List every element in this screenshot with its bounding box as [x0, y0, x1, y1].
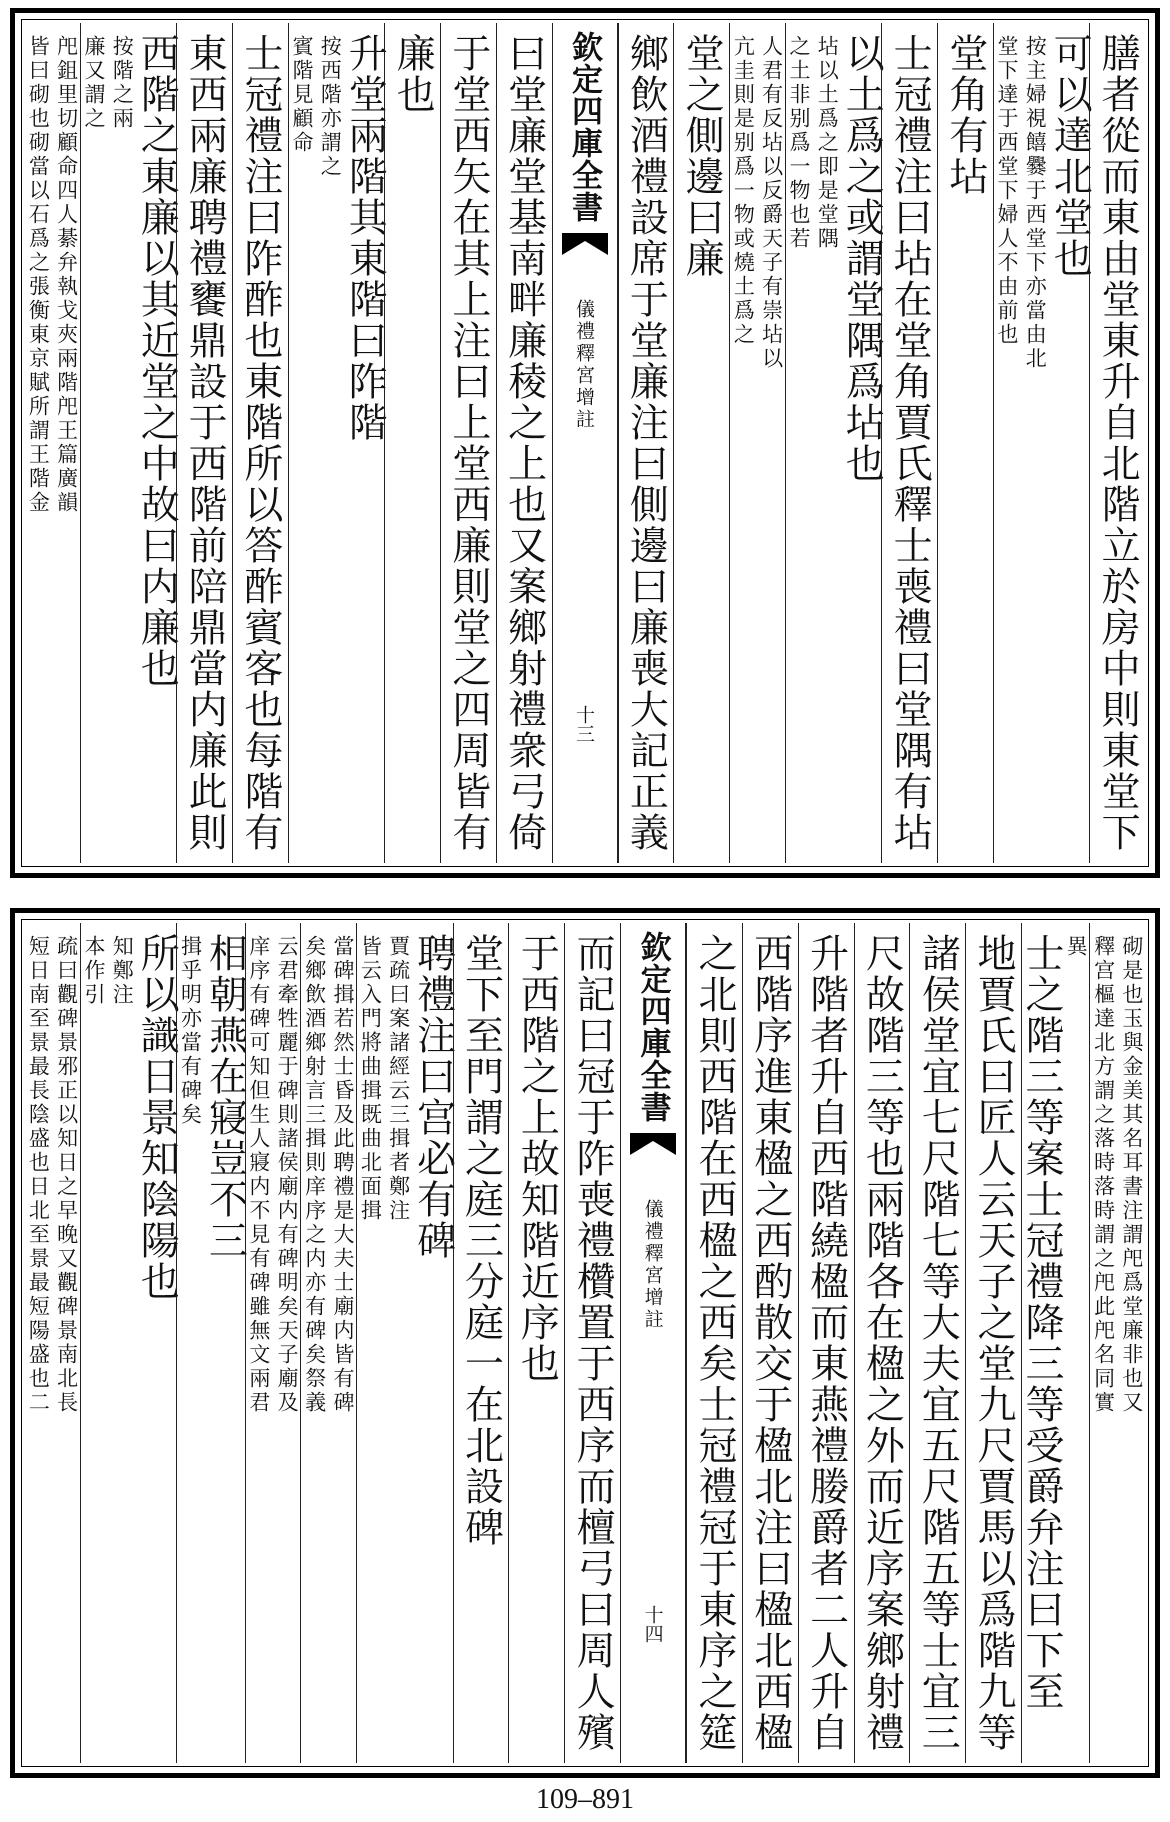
text-column	[288, 23, 388, 863]
annotation-line: 矣鄉飲酒鄉射言三揖則庠序之内亦有碑矣祭義	[302, 935, 327, 1415]
main-text: 聘禮注曰宫必有碑	[410, 933, 456, 1261]
main-text: 鄉飲酒禮設席于堂廉注曰側邊曰廉喪大記正義	[623, 33, 669, 853]
annotation-line: 揖乎明亦當有碑矣	[178, 935, 203, 1127]
text-column	[909, 923, 965, 1763]
text-column	[854, 923, 910, 1763]
column-content	[246, 923, 301, 1763]
text-column	[785, 23, 885, 863]
main-text: 士之階三等案士冠禮降三等受爵弁注曰下至	[1018, 933, 1064, 1712]
text-column	[176, 923, 248, 1763]
text-column	[25, 923, 80, 1763]
column-content	[289, 23, 388, 863]
text-column	[798, 923, 854, 1763]
main-text: 以土爲之或謂堂隅爲坫也	[839, 33, 885, 484]
main-text: 諸侯堂宜七尺階七等大夫宜五尺階五等士宜三	[915, 933, 961, 1753]
main-text: 升堂兩階其東階曰阼階	[342, 33, 388, 443]
text-column	[356, 923, 456, 1763]
text-column	[80, 923, 180, 1763]
column-content	[691, 923, 737, 1763]
annotation-line: 皆云入門將曲揖既曲北面揖	[358, 935, 383, 1223]
main-text: 升階者升自西階繞楹而東燕禮媵爵者二人升自	[803, 933, 849, 1753]
page-top	[10, 8, 1160, 878]
annotation-line: 廉又謂之	[82, 35, 106, 131]
center-fold-column	[620, 923, 686, 1763]
page-number: 109–891	[536, 1784, 634, 1815]
text-column	[508, 923, 564, 1763]
page-bottom	[10, 908, 1160, 1778]
annotation-line: 亢圭則是别爲一物或燒土爲之	[731, 35, 756, 347]
main-text: 而記曰冠于阼喪禮欑置于西序而檀弓曰周人殯	[570, 933, 616, 1753]
text-column	[80, 23, 180, 863]
book-subtitle: 儀禮釋宮增註	[573, 299, 595, 431]
annotation-line: 知鄭注	[110, 935, 135, 1007]
column-content	[679, 23, 725, 863]
column-head-note: 異	[1064, 935, 1089, 959]
text-column	[564, 923, 620, 1763]
main-text: 東西兩廉聘禮饔鼎設于西階前陪鼎當内廉此則	[182, 33, 228, 853]
page-top-columns	[25, 23, 1145, 863]
text-column	[937, 23, 993, 863]
text-column	[496, 23, 552, 863]
main-text: 膳者從而東由堂東升自北階立於房中則東堂下	[1095, 33, 1141, 853]
column-content	[887, 23, 933, 863]
column-content	[182, 23, 228, 863]
main-text: 于西階之上故知階近序也	[514, 933, 560, 1384]
annotation-line: 坫以土爲之即是堂隅	[815, 35, 840, 251]
column-content	[237, 23, 283, 863]
main-text: 廉也	[390, 33, 436, 115]
annotation-line: 皆曰砌也砌當以石爲之張衡東京賦所謂王階金	[26, 35, 51, 515]
fishtail-mark-icon	[560, 229, 610, 259]
column-content	[177, 923, 248, 1763]
text-column	[881, 23, 937, 863]
column-content	[514, 923, 560, 1763]
column-content	[301, 923, 356, 1763]
main-text: 可以達北堂也	[1047, 33, 1093, 279]
folio-number: 十四	[641, 1605, 664, 1643]
annotation-line: 疏曰觀碑景邪正以知日之早晚又觀碑景南北長	[54, 935, 79, 1415]
column-content	[1018, 923, 1089, 1763]
column-content	[1090, 923, 1145, 1763]
text-column	[232, 23, 288, 863]
annotation-line: 云君牽牲麗于碑則諸侯廟内有碑明矣天子廟及	[275, 935, 300, 1415]
column-content	[971, 923, 1017, 1763]
main-text: 之北則西階在西楹之西矣士冠禮冠于東序之筵	[691, 933, 737, 1753]
annotation-line: 釋宫樞達北方謂之落時落時謂之戺此戺名同實	[1091, 935, 1116, 1415]
page-bottom-columns	[25, 923, 1145, 1763]
column-content	[81, 923, 180, 1763]
text-column	[300, 923, 356, 1763]
text-column	[176, 23, 232, 863]
column-content	[994, 23, 1093, 863]
column-content	[81, 23, 180, 863]
center-fold-column	[552, 23, 618, 863]
column-content	[25, 23, 80, 863]
main-text: 地賈氏曰匠人云天子之堂九尺賈馬以爲階九等	[971, 933, 1017, 1753]
annotation-line: 當碑揖若然士昏及此聘禮是大夫士廟内皆有碑	[330, 935, 355, 1415]
column-content	[357, 923, 456, 1763]
column-content	[803, 923, 849, 1763]
text-column	[686, 923, 742, 1763]
annotation-line: 賓階見顧命	[290, 35, 314, 155]
annotation-line: 戺鉏里切顧命四人綦弁執戈夾兩階戺王篇廣韻	[54, 35, 79, 515]
main-text: 于堂西矢在其上注曰上堂西廉則堂之四周皆有	[445, 33, 491, 853]
annotation-line: 按西階亦謂之	[318, 35, 343, 179]
column-content	[859, 923, 905, 1763]
column-content	[501, 23, 547, 863]
text-column	[1089, 923, 1145, 1763]
main-text: 所以識日景知陰陽也	[134, 933, 180, 1302]
column-content	[390, 23, 436, 863]
column-content	[445, 23, 491, 863]
column-content	[730, 23, 785, 863]
main-text: 西階序進東楹之西酌散交于楹北注曰楹北西楹	[747, 933, 793, 1753]
folio-number: 十三	[573, 705, 595, 743]
text-column	[453, 923, 509, 1763]
text-column	[965, 923, 1021, 1763]
text-column	[384, 23, 440, 863]
main-text: 士冠禮注曰坫在堂角賈氏釋士喪禮曰堂隅有坫	[887, 33, 933, 853]
main-text: 曰堂廉堂基南畔廉稜之上也又案鄉射禮衆弓倚	[501, 33, 547, 853]
text-column	[1018, 923, 1089, 1763]
column-content	[915, 923, 961, 1763]
column-content	[458, 923, 504, 1763]
fishtail-mark-icon	[628, 1129, 678, 1159]
annotation-line: 短日南至景最長陰盛也日北至景最短陽盛也二	[26, 935, 51, 1415]
column-content	[747, 923, 793, 1763]
annotation-line: 按主婦視饎爨于西堂下亦當由北	[1023, 35, 1048, 371]
annotation-line: 本作引	[82, 935, 106, 1007]
column-content	[942, 23, 988, 863]
text-column	[993, 23, 1093, 863]
text-column	[618, 23, 674, 863]
column-content	[1095, 23, 1141, 863]
book-subtitle: 儀禮釋宮增註	[641, 1199, 664, 1331]
column-content	[786, 23, 885, 863]
main-text: 堂角有坫	[942, 33, 988, 197]
annotation-line: 砌是也玉與金美其名耳書注謂戺爲堂廉非也又	[1119, 935, 1144, 1415]
main-text: 相朝燕在寢豈不三	[202, 933, 248, 1261]
column-content	[623, 23, 669, 863]
annotation-line: 庠序有碑可知但生人寢内不見有碑雖無文兩君	[246, 935, 271, 1415]
text-column	[742, 923, 798, 1763]
annotation-line: 賈疏曰案諸經云三揖者鄭注	[386, 935, 411, 1223]
text-column	[440, 23, 496, 863]
main-text: 堂下至門謂之庭三分庭一在北設碑	[458, 933, 504, 1548]
main-text: 西階之東廉以其近堂之中故曰内廉也	[134, 33, 180, 689]
annotation-line: 之土非别爲一物也若	[787, 35, 811, 251]
annotation-line: 人君有反坫以反爵天子有崇坫以	[759, 35, 784, 371]
text-column	[245, 923, 301, 1763]
text-column	[1089, 23, 1145, 863]
text-column	[729, 23, 785, 863]
main-text: 尺故階三等也兩階各在楹之外而近序案鄉射禮	[859, 933, 905, 1753]
book-header: 欽定四庫全書	[566, 31, 602, 223]
annotation-line: 堂下達于西堂下婦人不由前也	[995, 35, 1019, 347]
column-content	[570, 923, 616, 1763]
column-content	[25, 923, 80, 1763]
book-header: 欽定四庫全書	[634, 931, 671, 1123]
text-column	[25, 23, 80, 863]
main-text: 士冠禮注曰阼酢也東階所以答酢賓客也每階有	[237, 33, 283, 853]
text-column	[673, 23, 729, 863]
annotation-line: 按階之兩	[110, 35, 135, 131]
main-text: 堂之側邊曰廉	[679, 33, 725, 279]
